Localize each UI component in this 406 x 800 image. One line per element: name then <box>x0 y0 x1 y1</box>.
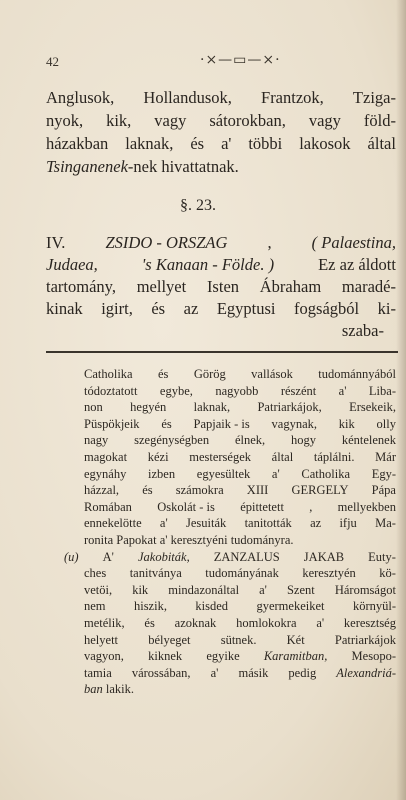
footnote-line: Romában Oskolát - is épittetett , mellyekben <box>84 499 396 514</box>
footnote-line: ennekelötte a' Jesuiták tanitották az ifju Ma- <box>84 516 396 531</box>
footnote-line: nem hiszik, kisded gyermekeiket környül- <box>84 599 396 614</box>
header-ornament: ·×—▭—×· <box>200 52 281 68</box>
footnote-line: ronita Papokat a' keresztyéni tudományra. <box>84 532 294 547</box>
footnote-line: helyett bélyeget sütnek. Két Patriarkájok <box>84 632 396 647</box>
page-number: 42 <box>46 54 59 69</box>
main-text <box>46 86 396 178</box>
footnote-line: házzal, és számokra XIII GERGELY Pápa <box>84 483 396 498</box>
page-edge-shadow <box>396 0 406 800</box>
text-line: Judaea, 's Kanaan - Földe. ) Ez az áldott <box>46 255 396 274</box>
footnote-line: non hegyén laknak, Patriarkájok, Ersekeik, <box>84 400 396 415</box>
footnote-line: ches tanitványa tudományának keresztyén kö- <box>84 566 396 581</box>
footnote-line: (u) A' Jakobiták, ZANZALUS JAKAB Euty- <box>64 549 396 564</box>
text-line: Anglusok, Hollandusok, Frantzok, Tziga- <box>46 88 396 107</box>
section-text <box>46 232 396 342</box>
footnote-marker: (u) <box>64 549 79 564</box>
page-header <box>30 52 390 76</box>
footnote-line: magokat kézi mesterségek által táplálni. Már <box>84 449 396 464</box>
italic-term: Tsinganenek <box>46 157 128 176</box>
catchword: szaba- <box>341 321 384 340</box>
text-line: Tsinganenek-nek hivattatnak. <box>46 157 239 176</box>
footnote-line: tamia várossában, a' másik pedig Alexandriá- <box>84 665 396 680</box>
footnote-line: tódoztatott egybe, nagyobb részént a' Liba- <box>84 383 396 398</box>
text-line: házakban laknak, és a' többi lakosok által <box>46 134 396 153</box>
footnote-line: Catholika és Görög vallások tudománnyából <box>84 367 396 381</box>
footnote-line: vagyon, kiknek egyike Karamitban, Mesopo- <box>84 649 396 664</box>
text-line: tartomány, mellyet Isten Ábraham maradé- <box>46 277 396 296</box>
footnote-line: Püspökjeik és Papjaik - is vagynak, kik olly <box>84 416 396 431</box>
footnotes <box>64 366 396 698</box>
section-heading: §. 23. <box>180 197 216 214</box>
footnote-line: vetöi, kik mindazonáltal a' Szent Háromságot <box>84 582 396 597</box>
footnote-line: ban lakik. <box>84 682 134 697</box>
footnote-divider <box>46 351 398 353</box>
footnote-line: metélik, és azoknak homlokokra a' keresztség <box>84 615 396 630</box>
text-line: IV. ZSIDO - ORSZAG , ( Palaestina, <box>46 233 396 252</box>
footnote-line: nagy szegénységben élnek, hogy kéntelenek <box>84 433 396 448</box>
text-line: kinak igirt, és az Egyptusi fogságból ki- <box>46 299 396 318</box>
footnote-line: egynáhy izben egyesültek a' Catholika Egy- <box>84 466 396 481</box>
text-line: nyok, kik, vagy sátorokban, vagy föld- <box>46 111 396 130</box>
